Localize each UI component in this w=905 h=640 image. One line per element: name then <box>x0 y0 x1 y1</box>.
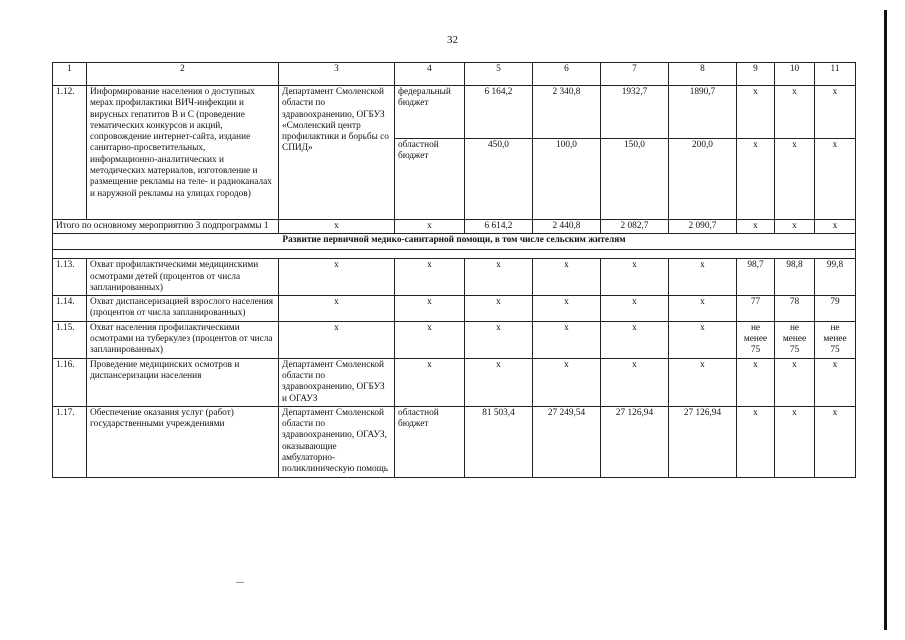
year1-amount: х <box>533 358 601 406</box>
total-amount: х <box>465 358 533 406</box>
year1-amount: 27 249,54 <box>533 406 601 477</box>
year1-amount: х <box>533 321 601 358</box>
header-cell: 11 <box>815 63 856 86</box>
activity-name: Информирование населения о доступных мерах профилактики ВИЧ-инфекции и вирусных гепатитов В и С (проведение тематических конкурсов и акций, сопровождение интернет-сайта, издание санитарно-просветительных, информационно-аналитических и методических материалов, изготовление и размещение рекламы на теле- и радиоканалах и наружной рекламы на улицах городов) <box>87 86 279 220</box>
total-amount: 6 164,2 <box>465 86 533 139</box>
indicator-1: 77 <box>737 296 775 322</box>
total-amount: х <box>465 259 533 296</box>
total-amount: 81 503,4 <box>465 406 533 477</box>
indicator-2: 78 <box>775 296 815 322</box>
page-number: 32 <box>447 34 458 46</box>
indicator-2: х <box>775 220 815 234</box>
funding-source: х <box>395 259 465 296</box>
indicator-2: х <box>775 406 815 477</box>
header-cell: 6 <box>533 63 601 86</box>
funding-source: областной бюджет <box>395 139 465 220</box>
indicator-2: х <box>775 139 815 220</box>
row-number: 1.16. <box>53 358 87 406</box>
table-row <box>53 321 856 358</box>
funding-source: федеральный бюджет <box>395 86 465 139</box>
header-cell: 9 <box>737 63 775 86</box>
section-title: Развитие первичной медико-санитарной помощи, в том числе сельским жителям <box>53 234 856 250</box>
header-cell: 2 <box>87 63 279 86</box>
year2-amount: 150,0 <box>601 139 669 220</box>
spacer-cell <box>53 250 856 259</box>
row-number: 1.15. <box>53 321 87 358</box>
indicator-3: х <box>815 220 856 234</box>
row-number: 1.14. <box>53 296 87 322</box>
year3-amount: 1890,7 <box>669 86 737 139</box>
header-cell: 3 <box>279 63 395 86</box>
indicator-1: х <box>737 139 775 220</box>
funding-source: х <box>395 358 465 406</box>
scan-mark <box>236 582 244 583</box>
activity-name: Охват диспансеризацией взрослого населения (процентов от числа запланированных) <box>87 296 279 322</box>
year2-amount: 2 082,7 <box>601 220 669 234</box>
year3-amount: 200,0 <box>669 139 737 220</box>
total-amount: 6 614,2 <box>465 220 533 234</box>
activity-name: Проведение медицинских осмотров и диспансеризации населения <box>87 358 279 406</box>
indicator-2: х <box>775 358 815 406</box>
table-row <box>53 259 856 296</box>
indicator-2: не менее 75 <box>775 321 815 358</box>
indicator-3: 79 <box>815 296 856 322</box>
total-amount: х <box>465 321 533 358</box>
executor: х <box>279 259 395 296</box>
indicator-2: 98,8 <box>775 259 815 296</box>
year3-amount: х <box>669 296 737 322</box>
indicator-2: х <box>775 86 815 139</box>
program-table <box>52 62 856 478</box>
total-amount: 450,0 <box>465 139 533 220</box>
year1-amount: 2 340,8 <box>533 86 601 139</box>
row-number: 1.17. <box>53 406 87 477</box>
executor: Департамент Смоленской области по здравоохранению, ОГАУЗ, оказывающие амбулаторно-поликлиническую помощь <box>279 406 395 477</box>
year2-amount: х <box>601 321 669 358</box>
header-cell: 8 <box>669 63 737 86</box>
year3-amount: х <box>669 321 737 358</box>
indicator-1: не менее 75 <box>737 321 775 358</box>
indicator-3: 99,8 <box>815 259 856 296</box>
table-row <box>53 406 856 477</box>
executor: х <box>279 321 395 358</box>
funding-source: областной бюджет <box>395 406 465 477</box>
year3-amount: 2 090,7 <box>669 220 737 234</box>
year3-amount: 27 126,94 <box>669 406 737 477</box>
header-cell: 4 <box>395 63 465 86</box>
indicator-1: 98,7 <box>737 259 775 296</box>
year1-amount: х <box>533 296 601 322</box>
table-row <box>53 86 856 139</box>
year2-amount: х <box>601 358 669 406</box>
year2-amount: х <box>601 259 669 296</box>
executor: Департамент Смоленской области по здравоохранению, ОГБУЗ «Смоленский центр профилактики и борьбы со СПИД» <box>279 86 395 220</box>
indicator-1: х <box>737 220 775 234</box>
year2-amount: 1932,7 <box>601 86 669 139</box>
header-row <box>53 63 856 86</box>
year1-amount: 100,0 <box>533 139 601 220</box>
indicator-3: х <box>815 358 856 406</box>
indicator-1: х <box>737 406 775 477</box>
year1-amount: х <box>533 259 601 296</box>
margin-bar <box>884 10 887 630</box>
total-amount: х <box>465 296 533 322</box>
header-cell: 5 <box>465 63 533 86</box>
spacer-row <box>53 250 856 259</box>
header-cell: 1 <box>53 63 87 86</box>
row-number: 1.13. <box>53 259 87 296</box>
year3-amount: х <box>669 259 737 296</box>
total-label: Итого по основному мероприятию 3 подпрограммы 1 <box>53 220 279 234</box>
header-cell: 10 <box>775 63 815 86</box>
executor: х <box>279 296 395 322</box>
activity-name: Обеспечение оказания услуг (работ) государственными учреждениями <box>87 406 279 477</box>
year2-amount: 27 126,94 <box>601 406 669 477</box>
executor: Департамент Смоленской области по здравоохранению, ОГБУЗ и ОГАУЗ <box>279 358 395 406</box>
executor: х <box>279 220 395 234</box>
funding-source: х <box>395 220 465 234</box>
funding-source: х <box>395 321 465 358</box>
table-row <box>53 296 856 322</box>
indicator-3: не менее 75 <box>815 321 856 358</box>
year3-amount: х <box>669 358 737 406</box>
funding-source: х <box>395 296 465 322</box>
section-row <box>53 234 856 250</box>
year2-amount: х <box>601 296 669 322</box>
activity-name: Охват населения профилактическими осмотрами на туберкулез (процентов от числа запланированных) <box>87 321 279 358</box>
indicator-3: х <box>815 86 856 139</box>
indicator-3: х <box>815 406 856 477</box>
indicator-1: х <box>737 358 775 406</box>
total-row <box>53 220 856 234</box>
indicator-1: х <box>737 86 775 139</box>
header-cell: 7 <box>601 63 669 86</box>
table-row <box>53 358 856 406</box>
year1-amount: 2 440,8 <box>533 220 601 234</box>
row-number: 1.12. <box>53 86 87 220</box>
activity-name: Охват профилактическими медицинскими осмотрами детей (процентов от числа запланированных) <box>87 259 279 296</box>
indicator-3: х <box>815 139 856 220</box>
